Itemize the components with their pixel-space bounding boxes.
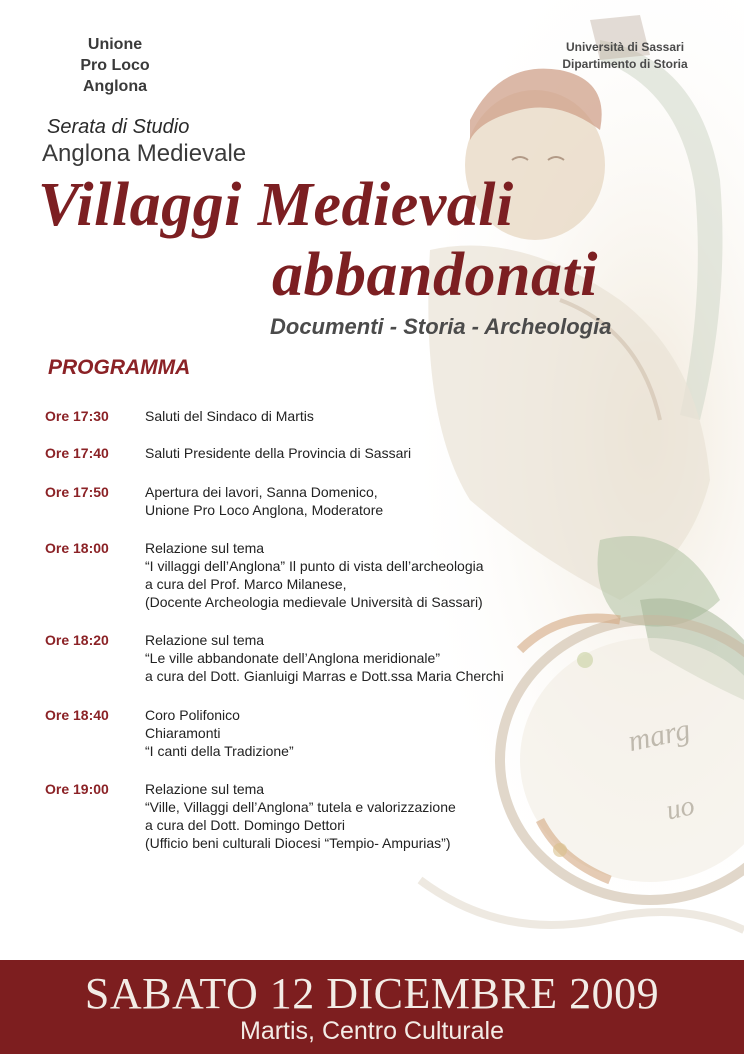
program-item-line: Relazione sul tema xyxy=(145,540,265,556)
program-item-description xyxy=(145,780,456,852)
program-item-line: “I villaggi dell’Anglona” Il punto di vista dell’archeologia xyxy=(145,558,484,574)
program-item-description xyxy=(145,407,314,425)
program-item-description xyxy=(145,706,294,760)
event-theme: Anglona Medievale xyxy=(42,140,247,167)
program-item-line: a cura del Prof. Marco Milanese, xyxy=(145,576,347,592)
organizer-pro-loco-line1: Unione xyxy=(87,36,143,53)
program-item-line: a cura del Dott. Gianluigi Marras e Dott.ssa Maria Cherchi xyxy=(145,668,504,684)
program-item-line: “I canti della Tradizione” xyxy=(145,743,294,759)
program-item-time: Ore 18:20 xyxy=(45,632,109,648)
program-item-line: (Ufficio beni culturali Diocesi “Tempio- Ampurias”) xyxy=(145,835,451,851)
program-item-description xyxy=(145,631,504,685)
program-item-time: Ore 17:30 xyxy=(45,408,109,424)
program-item-line: a cura del Dott. Domingo Dettori xyxy=(145,817,345,833)
program-item-time: Ore 18:00 xyxy=(45,540,109,556)
program-item-time: Ore 19:00 xyxy=(45,781,109,797)
program-heading: PROGRAMMA xyxy=(48,356,191,379)
event-series: Serata di Studio xyxy=(47,116,190,138)
event-date: SABATO 12 DICEMBRE 2009 xyxy=(84,969,660,1018)
event-subtitle: Documenti - Storia - Archeologia xyxy=(270,314,612,339)
program-item-line: Saluti del Sindaco di Martis xyxy=(145,408,314,424)
program-item-line: (Docente Archeologia medievale Università di Sassari) xyxy=(145,594,483,610)
program-item-line: Unione Pro Loco Anglona, Moderatore xyxy=(145,502,384,518)
footer-banner xyxy=(0,960,744,1054)
organizer-university-line1: Università di Sassari xyxy=(565,40,685,54)
organizer-university xyxy=(540,39,710,73)
event-venue: Martis, Centro Culturale xyxy=(240,1017,504,1045)
event-title-line2: abbandonati xyxy=(272,241,598,309)
program-item-line: Apertura dei lavori, Sanna Domenico, xyxy=(145,484,378,500)
program-item-line: Coro Polifonico xyxy=(145,707,240,723)
program-item-line: Relazione sul tema xyxy=(145,632,265,648)
program-item-line: Chiaramonti xyxy=(145,725,221,741)
program-item-time: Ore 18:40 xyxy=(45,707,109,723)
program-item-line: Relazione sul tema xyxy=(145,781,265,797)
program-item-line: “Ville, Villaggi dell’Anglona” tutela e valorizzazione xyxy=(145,799,456,815)
program-item-description xyxy=(145,539,484,611)
organizer-pro-loco-line2: Pro Loco Anglona xyxy=(80,57,150,95)
program-item-description xyxy=(145,483,383,519)
organizer-pro-loco xyxy=(50,34,180,97)
program-item-description xyxy=(145,444,411,462)
organizer-university-line2: Dipartimento di Storia xyxy=(562,57,688,71)
program-item-time: Ore 17:50 xyxy=(45,484,109,500)
program-item-line: Saluti Presidente della Provincia di Sassari xyxy=(145,445,412,461)
event-title-line1: Villaggi Medievali xyxy=(38,171,514,239)
svg-text:marg: marg xyxy=(625,712,693,759)
program-item-line: “Le ville abbandonate dell’Anglona meridionale” xyxy=(145,650,440,666)
program-item-time: Ore 17:40 xyxy=(45,445,109,461)
svg-text:uo: uo xyxy=(663,790,698,827)
